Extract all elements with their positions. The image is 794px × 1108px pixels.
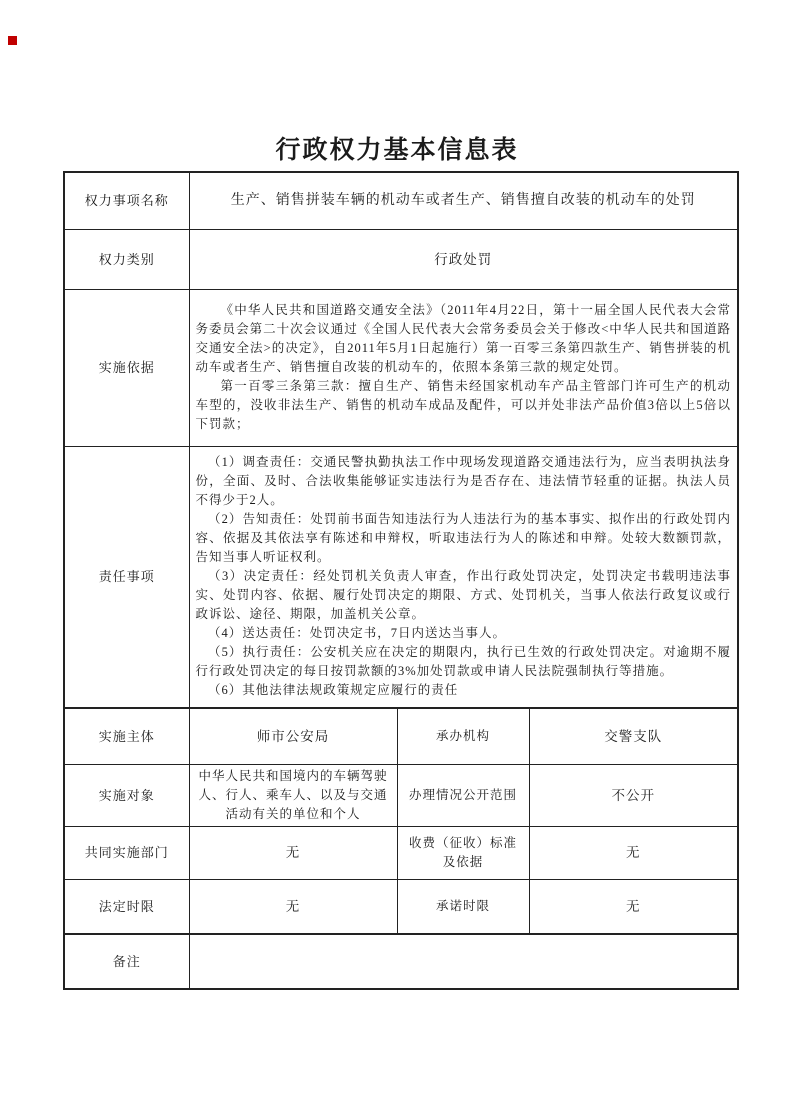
row-label: 法定时限	[64, 879, 189, 934]
table-row	[64, 172, 738, 229]
row-label: 责任事项	[64, 446, 189, 708]
implementation-target: 中华人民共和国境内的车辆驾驶人、行人、乘车人、以及与交通活动有关的单位和个人	[189, 764, 397, 826]
page-title: 行政权力基本信息表	[275, 137, 519, 164]
row-label: 备注	[64, 934, 189, 989]
table-row	[64, 229, 738, 289]
row-label: 权力类别	[64, 229, 189, 289]
responsibility-item: （2）告知责任：处罚前书面告知违法行为人违法行为的基本事实、拟作出的行政处罚内容、依据及其依法享有陈述和申辩权，听取违法行为人的陈述和申辩。处较大数额罚款，告知当事人听证权利。	[195, 512, 731, 565]
fee-standard: 无	[529, 826, 738, 879]
row-label: 实施依据	[64, 289, 189, 446]
responsibility-item: （3）决定责任：经处罚机关负责人审查，作出行政处罚决定，处罚决定书载明违法事实、处罚内容、依据、履行处罚决定的期限、方式、处罚机关，当事人依法行政复议或行政诉讼、途径、期限，加盖机关公章。	[195, 569, 731, 622]
table-row	[64, 446, 738, 708]
statutory-time-limit: 无	[189, 879, 397, 934]
power-category: 行政处罚	[189, 229, 738, 289]
row-label: 办理情况公开范围	[397, 764, 529, 826]
row-label: 共同实施部门	[64, 826, 189, 879]
responsibility-item: （1）调查责任：交通民警执勤执法工作中现场发现道路交通违法行为，应当表明执法身份，全面、及时、合法收集能够证实违法行为是否存在、违法情节轻重的证据。执法人员不得少于2人。	[195, 455, 731, 508]
row-label: 承办机构	[397, 708, 529, 764]
row-label: 收费（征收）标准及依据	[397, 826, 529, 879]
handling-agency: 交警支队	[529, 708, 738, 764]
implementation-basis	[189, 289, 738, 446]
responsibility-item: （5）执行责任：公安机关应在决定的期限内，执行已生效的行政处罚决定。对逾期不履行行政处罚决定的每日按罚款额的3%加处罚款或申请人民法院强制执行等措施。	[195, 645, 731, 679]
power-item-name: 生产、销售拼装车辆的机动车或者生产、销售擅自改装的机动车的处罚	[189, 172, 738, 229]
info-table	[63, 171, 739, 990]
basis-paragraph: 《中华人民共和国道路交通安全法》（2011年4月22日，第十一届全国人民代表大会常务委员会第二十次会议通过《全国人民代表大会常务委员会关于修改<中华人民共和国道路交通安全法>的决定》，自2011年5月1日起施行）第一百零三条第四款生产、销售拼装的机动车或者生产、销售擅自改装的机动车的，依照本条第三款的规定处罚。	[195, 303, 731, 374]
responsibility-item: （4）送达责任：处罚决定书，7日内送达当事人。	[208, 626, 507, 641]
table-row	[64, 764, 738, 826]
basis-paragraph: 第一百零三条第三款：擅自生产、销售未经国家机动车产品主管部门许可生产的机动车型的，没收非法生产、销售的机动车成品及配件，可以并处非法产品价值3倍以上5倍以下罚款；	[195, 379, 731, 431]
responsibility-item: （6）其他法律法规政策规定应履行的责任	[208, 683, 459, 698]
implementing-body: 师市公安局	[189, 708, 397, 764]
row-label: 承诺时限	[397, 879, 529, 934]
table-row	[64, 826, 738, 879]
promised-time-limit: 无	[529, 879, 738, 934]
disclosure-scope: 不公开	[529, 764, 738, 826]
remarks	[189, 934, 738, 989]
red-corner-mark	[8, 36, 17, 45]
joint-departments: 无	[189, 826, 397, 879]
responsibility-items	[189, 446, 738, 708]
table-row	[64, 289, 738, 446]
row-label: 权力事项名称	[64, 172, 189, 229]
table-row	[64, 879, 738, 934]
table-row	[64, 708, 738, 764]
row-label: 实施主体	[64, 708, 189, 764]
table-row	[64, 934, 738, 989]
row-label: 实施对象	[64, 764, 189, 826]
